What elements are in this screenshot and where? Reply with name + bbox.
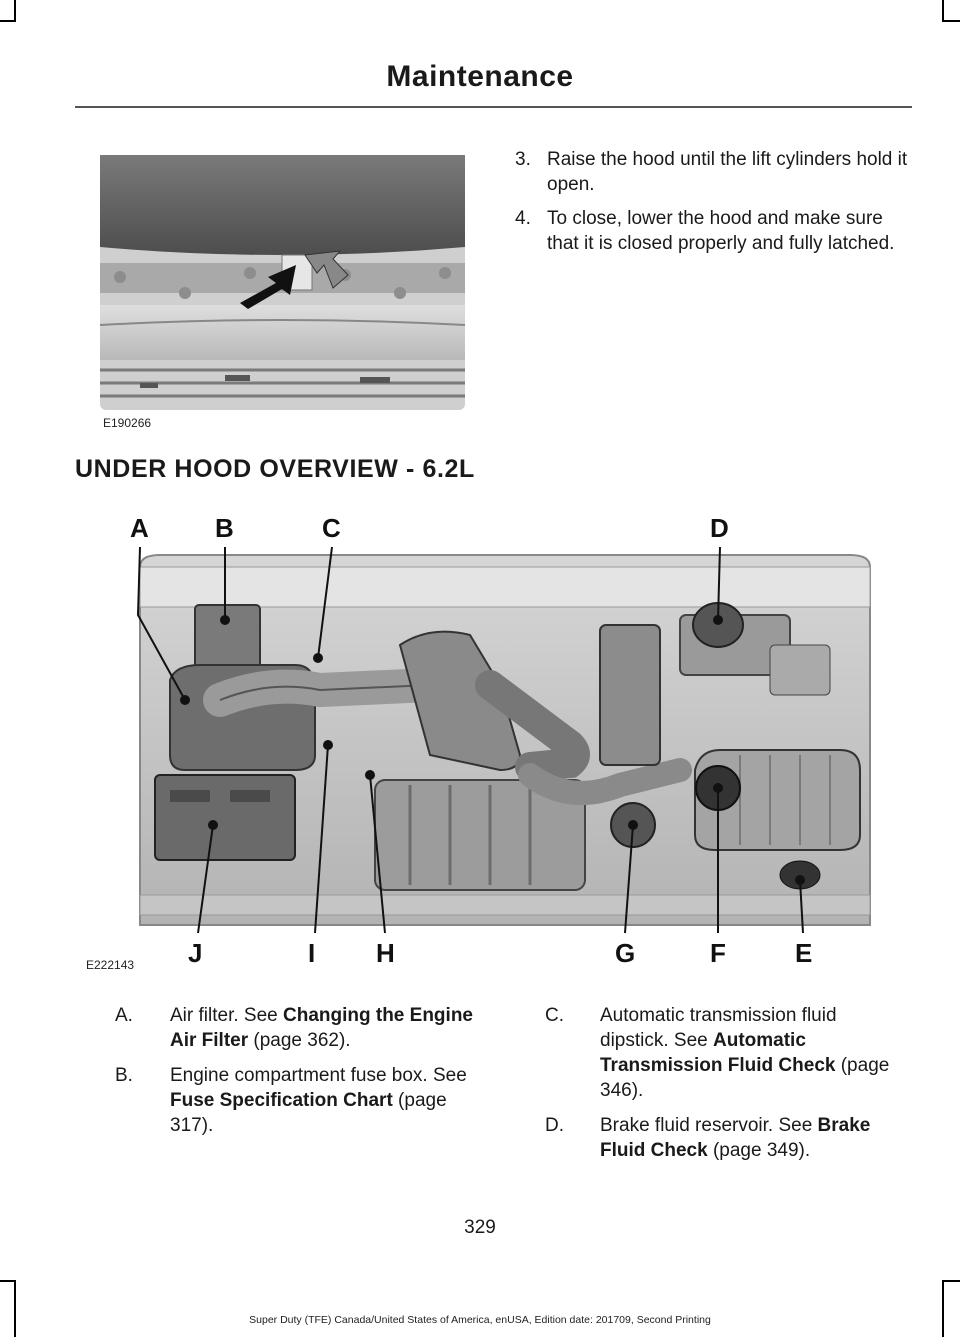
page-number: 329 (464, 1217, 496, 1238)
section-heading: UNDER HOOD OVERVIEW - 6.2L (75, 455, 475, 483)
callout-label-D: D (710, 513, 729, 543)
callout-dot-A (180, 695, 190, 705)
item-body (600, 1003, 910, 1103)
item-page: (page 317). (170, 1090, 447, 1136)
item-text: Brake fluid reservoir. See (600, 1115, 818, 1136)
item-page: (page 362). (248, 1030, 351, 1051)
callout-dot-J (208, 820, 218, 830)
item-letter: D. (545, 1115, 564, 1136)
callout-dot-H (365, 770, 375, 780)
cross-reference-link[interactable]: Brake Fluid Check (600, 1115, 871, 1161)
step-number: 3. (515, 149, 531, 170)
callout-dot-C (313, 653, 323, 663)
crop-mark (942, 1280, 944, 1337)
callout-dot-G (628, 820, 638, 830)
callout-label-H: H (376, 938, 395, 968)
item-text: Automatic transmission fluid dipstick. See (600, 1005, 837, 1051)
callout-dot-I (323, 740, 333, 750)
hood-latch-illustration (100, 155, 465, 410)
callout-label-J: J (188, 938, 203, 968)
crop-mark (0, 1280, 16, 1282)
item-letter: C. (545, 1005, 564, 1026)
header-divider (75, 106, 912, 108)
crop-mark (0, 20, 16, 22)
item-page: (page 346). (600, 1055, 890, 1101)
page-title: Maintenance (386, 60, 574, 93)
callout-label-B: B (215, 513, 234, 543)
cross-reference-link[interactable]: Fuse Specification Chart (170, 1090, 393, 1111)
callout-label-I: I (308, 938, 316, 968)
component-list-right (545, 1003, 910, 1173)
item-body (170, 1003, 475, 1053)
item-text: Air filter. See (170, 1005, 283, 1026)
cross-reference-link[interactable]: Changing the Engine Air Filter (170, 1005, 473, 1051)
list-item (545, 1003, 910, 1103)
figure-code: E190266 (103, 416, 152, 430)
step-item (515, 206, 915, 256)
item-body (600, 1113, 910, 1163)
figure-code: E222143 (86, 958, 135, 972)
item-body (170, 1063, 475, 1138)
list-item (115, 1063, 475, 1138)
engine-bay-illustration (100, 505, 915, 975)
callout-dot-E (795, 875, 805, 885)
item-letter: A. (115, 1005, 133, 1026)
callout-dot-B (220, 615, 230, 625)
callout-label-E: E (795, 938, 813, 968)
crop-mark (942, 20, 960, 22)
crop-mark (14, 0, 16, 20)
step-text: To close, lower the hood and make sure that it is closed properly and fully latched. (547, 208, 895, 254)
step-text: Raise the hood until the lift cylinders hold it open. (547, 149, 908, 195)
list-item (545, 1113, 910, 1163)
crop-mark (14, 1280, 16, 1337)
list-item (115, 1003, 475, 1053)
crop-mark (942, 1280, 960, 1282)
callout-label-G: G (615, 938, 636, 968)
item-letter: B. (115, 1065, 133, 1086)
hood-steps (515, 147, 915, 265)
crop-mark (942, 0, 944, 20)
cross-reference-link[interactable]: Automatic Transmission Fluid Check (600, 1030, 836, 1076)
item-text: Engine compartment fuse box. See (170, 1065, 467, 1086)
callout-label-A: A (130, 513, 149, 543)
callout-dot-D (713, 615, 723, 625)
item-page: (page 349). (707, 1140, 811, 1161)
component-list-left (115, 1003, 475, 1148)
step-item (515, 147, 915, 197)
callout-label-C: C (322, 513, 341, 543)
callout-label-F: F (710, 938, 726, 968)
edition-footer: Super Duty (TFE) Canada/United States of America, enUSA, Edition date: 201709, Second Printing (249, 1314, 711, 1326)
step-number: 4. (515, 208, 531, 229)
callout-dot-F (713, 783, 723, 793)
